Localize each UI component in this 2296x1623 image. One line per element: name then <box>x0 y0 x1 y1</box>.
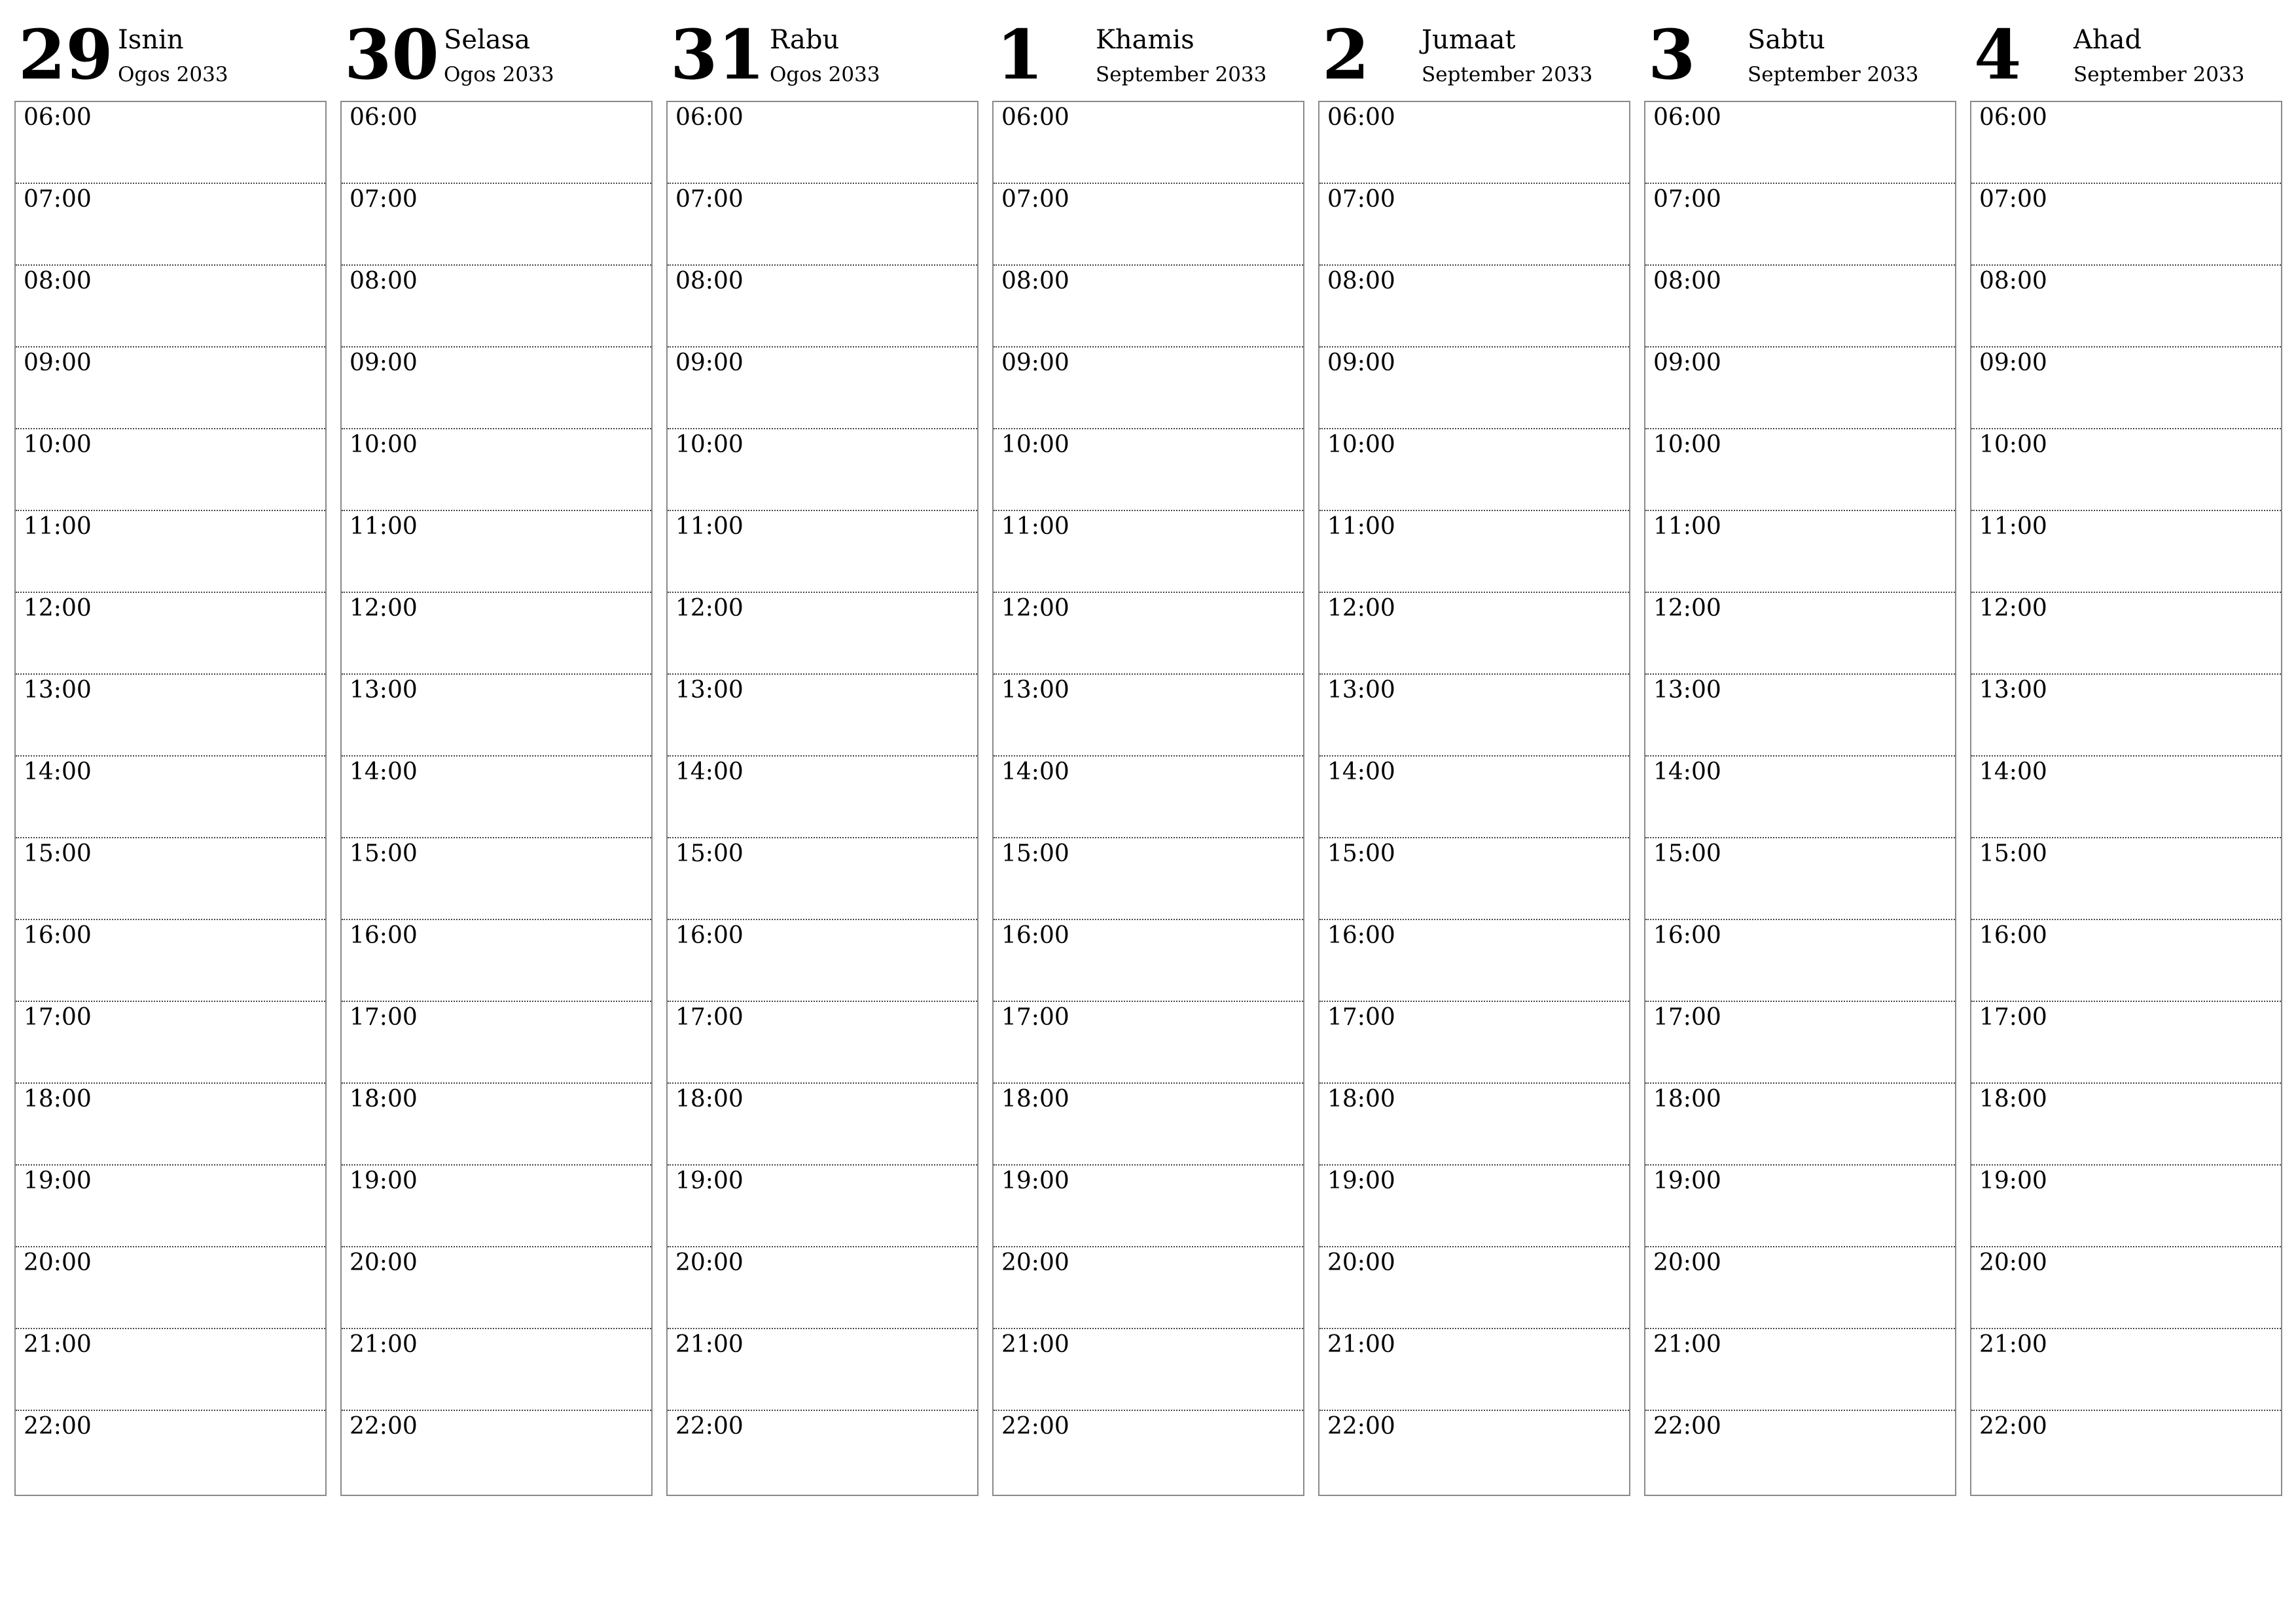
time-slot[interactable] <box>1645 838 1955 920</box>
time-slot-label: 13:00 <box>1327 677 1395 704</box>
time-slot-label: 08:00 <box>1327 268 1395 294</box>
time-slot[interactable] <box>1645 920 1955 1002</box>
weekday-name: Sabtu <box>1748 25 1825 55</box>
time-slot[interactable] <box>1319 593 1629 675</box>
day-column <box>1318 0 1630 1499</box>
time-slot[interactable] <box>668 1002 977 1084</box>
time-slot[interactable] <box>994 1247 1303 1329</box>
time-slot[interactable] <box>668 757 977 838</box>
day-number: 3 <box>1648 14 1696 95</box>
time-slot[interactable] <box>1645 348 1955 429</box>
time-slot-label: 07:00 <box>350 186 418 213</box>
time-slot[interactable] <box>994 266 1303 348</box>
day-column <box>340 0 653 1499</box>
time-slot-label: 16:00 <box>1979 922 2047 949</box>
time-slot[interactable] <box>16 184 325 266</box>
time-slot-label: 09:00 <box>1327 349 1395 376</box>
time-slot[interactable] <box>342 838 651 920</box>
time-slot[interactable] <box>1319 838 1629 920</box>
time-slot[interactable] <box>1971 511 2281 593</box>
time-slot-label: 15:00 <box>1327 840 1395 867</box>
time-slot-label: 13:00 <box>1979 677 2047 704</box>
time-slot-label: 21:00 <box>350 1331 418 1358</box>
time-slot[interactable] <box>16 920 325 1002</box>
time-slot[interactable] <box>342 184 651 266</box>
time-slot[interactable] <box>994 1411 1303 1493</box>
weekday-name: Rabu <box>770 25 840 55</box>
time-slot[interactable] <box>1319 920 1629 1002</box>
time-slot-label: 06:00 <box>1979 104 2047 131</box>
time-slot[interactable] <box>994 1084 1303 1166</box>
day-column <box>1970 0 2282 1499</box>
time-slot[interactable] <box>342 675 651 757</box>
time-slot[interactable] <box>16 1247 325 1329</box>
time-slot-label: 21:00 <box>24 1331 92 1358</box>
time-slot-label: 15:00 <box>675 840 744 867</box>
time-slot-label: 21:00 <box>1979 1331 2047 1358</box>
time-slot[interactable] <box>994 675 1303 757</box>
day-column <box>14 0 327 1499</box>
time-slot-label: 16:00 <box>350 922 418 949</box>
time-slot[interactable] <box>16 1002 325 1084</box>
time-slot[interactable] <box>342 1166 651 1247</box>
time-slot-label: 18:00 <box>350 1086 418 1113</box>
time-slot-label: 15:00 <box>350 840 418 867</box>
month-year-label: Ogos 2033 <box>770 63 880 86</box>
time-slot-label: 12:00 <box>675 595 744 622</box>
time-slot-label: 13:00 <box>1001 677 1069 704</box>
time-slot[interactable] <box>1645 1411 1955 1493</box>
time-slot-label: 16:00 <box>24 922 92 949</box>
time-slot[interactable] <box>668 838 977 920</box>
time-slot-label: 09:00 <box>1001 349 1069 376</box>
time-slot[interactable] <box>1645 102 1955 184</box>
time-slot[interactable] <box>668 102 977 184</box>
time-slot-label: 18:00 <box>1001 1086 1069 1113</box>
time-slot[interactable] <box>1645 675 1955 757</box>
day-number: 2 <box>1322 14 1370 95</box>
time-slot-label: 11:00 <box>1001 513 1069 540</box>
time-slot[interactable] <box>994 184 1303 266</box>
time-slot[interactable] <box>1319 348 1629 429</box>
time-slot[interactable] <box>16 1411 325 1493</box>
time-slot[interactable] <box>668 511 977 593</box>
time-slot[interactable] <box>1971 593 2281 675</box>
time-slot-label: 06:00 <box>675 104 744 131</box>
weekday-name: Ahad <box>2073 25 2142 55</box>
day-schedule-box <box>14 101 327 1496</box>
day-schedule-box <box>1644 101 1956 1496</box>
time-slot[interactable] <box>1645 1084 1955 1166</box>
time-slot-label: 18:00 <box>675 1086 744 1113</box>
time-slot[interactable] <box>342 429 651 511</box>
time-slot[interactable] <box>1319 184 1629 266</box>
time-slot-label: 20:00 <box>1327 1249 1395 1276</box>
time-slot-label: 16:00 <box>1327 922 1395 949</box>
time-slot-label: 19:00 <box>350 1168 418 1194</box>
time-slot[interactable] <box>342 266 651 348</box>
time-slot-label: 17:00 <box>1979 1004 2047 1031</box>
time-slot-label: 11:00 <box>1979 513 2047 540</box>
time-slot-label: 14:00 <box>675 758 744 785</box>
time-slot-label: 09:00 <box>350 349 418 376</box>
day-schedule-box <box>1318 101 1630 1496</box>
time-slot[interactable] <box>994 593 1303 675</box>
time-slot-label: 13:00 <box>675 677 744 704</box>
time-slot[interactable] <box>1319 429 1629 511</box>
day-number: 1 <box>996 14 1044 95</box>
time-slot[interactable] <box>1645 511 1955 593</box>
time-slot-label: 20:00 <box>24 1249 92 1276</box>
weekday-name: Isnin <box>118 25 184 55</box>
time-slot-label: 22:00 <box>1653 1413 1721 1440</box>
time-slot-label: 07:00 <box>675 186 744 213</box>
time-slot-label: 08:00 <box>1001 268 1069 294</box>
time-slot[interactable] <box>1645 1002 1955 1084</box>
time-slot[interactable] <box>1319 1247 1629 1329</box>
time-slot-label: 09:00 <box>1979 349 2047 376</box>
time-slot[interactable] <box>16 1329 325 1411</box>
time-slot-label: 21:00 <box>675 1331 744 1358</box>
time-slot[interactable] <box>342 1247 651 1329</box>
time-slot[interactable] <box>1971 266 2281 348</box>
day-schedule-box <box>666 101 978 1496</box>
time-slot-label: 17:00 <box>350 1004 418 1031</box>
time-slot-label: 15:00 <box>1653 840 1721 867</box>
day-header <box>666 0 978 99</box>
time-slot-label: 14:00 <box>350 758 418 785</box>
time-slot-label: 17:00 <box>24 1004 92 1031</box>
time-slot[interactable] <box>994 102 1303 184</box>
time-slot[interactable] <box>1971 1411 2281 1493</box>
time-slot[interactable] <box>16 102 325 184</box>
time-slot-label: 16:00 <box>675 922 744 949</box>
time-slot-label: 06:00 <box>1653 104 1721 131</box>
time-slot[interactable] <box>668 593 977 675</box>
time-slot-label: 16:00 <box>1001 922 1069 949</box>
month-year-label: September 2033 <box>2073 63 2245 86</box>
time-slot-label: 14:00 <box>24 758 92 785</box>
day-column <box>666 0 978 1499</box>
time-slot-label: 10:00 <box>1653 431 1721 458</box>
time-slot-label: 20:00 <box>675 1249 744 1276</box>
time-slot-label: 12:00 <box>1979 595 2047 622</box>
time-slot[interactable] <box>994 1329 1303 1411</box>
time-slot-label: 12:00 <box>1653 595 1721 622</box>
time-slot-label: 06:00 <box>1327 104 1395 131</box>
day-header <box>14 0 327 99</box>
time-slot-label: 15:00 <box>1979 840 2047 867</box>
time-slot[interactable] <box>342 1084 651 1166</box>
time-slot[interactable] <box>342 1411 651 1493</box>
time-slot-label: 08:00 <box>675 268 744 294</box>
time-slot-label: 19:00 <box>1001 1168 1069 1194</box>
day-number: 29 <box>18 14 113 95</box>
time-slot[interactable] <box>994 348 1303 429</box>
time-slot[interactable] <box>994 511 1303 593</box>
time-slot-label: 18:00 <box>1653 1086 1721 1113</box>
time-slot-label: 22:00 <box>1001 1413 1069 1440</box>
time-slot-label: 08:00 <box>24 268 92 294</box>
time-slot-label: 06:00 <box>350 104 418 131</box>
time-slot-label: 14:00 <box>1979 758 2047 785</box>
time-slot-label: 17:00 <box>1653 1004 1721 1031</box>
time-slot[interactable] <box>1971 675 2281 757</box>
day-column <box>992 0 1304 1499</box>
time-slot-label: 22:00 <box>24 1413 92 1440</box>
time-slot[interactable] <box>16 757 325 838</box>
time-slot[interactable] <box>1971 1002 2281 1084</box>
time-slot[interactable] <box>1645 266 1955 348</box>
time-slot[interactable] <box>1645 429 1955 511</box>
time-slot-label: 18:00 <box>1979 1086 2047 1113</box>
time-slot[interactable] <box>1319 1166 1629 1247</box>
time-slot-label: 22:00 <box>675 1413 744 1440</box>
time-slot[interactable] <box>16 593 325 675</box>
time-slot-label: 08:00 <box>1979 268 2047 294</box>
time-slot-label: 22:00 <box>350 1413 418 1440</box>
time-slot[interactable] <box>1645 1329 1955 1411</box>
time-slot[interactable] <box>1319 757 1629 838</box>
time-slot-label: 10:00 <box>350 431 418 458</box>
day-header <box>1318 0 1630 99</box>
day-column <box>1644 0 1956 1499</box>
time-slot[interactable] <box>994 920 1303 1002</box>
time-slot-label: 13:00 <box>1653 677 1721 704</box>
time-slot-label: 06:00 <box>24 104 92 131</box>
time-slot[interactable] <box>1319 266 1629 348</box>
time-slot-label: 22:00 <box>1327 1413 1395 1440</box>
time-slot[interactable] <box>668 1247 977 1329</box>
time-slot-label: 10:00 <box>24 431 92 458</box>
time-slot-label: 19:00 <box>1979 1168 2047 1194</box>
time-slot-label: 12:00 <box>350 595 418 622</box>
day-schedule-box <box>1970 101 2282 1496</box>
time-slot-label: 08:00 <box>350 268 418 294</box>
time-slot[interactable] <box>1971 1166 2281 1247</box>
time-slot[interactable] <box>1971 920 2281 1002</box>
month-year-label: September 2033 <box>1748 63 1919 86</box>
time-slot[interactable] <box>342 102 651 184</box>
time-slot[interactable] <box>668 429 977 511</box>
time-slot-label: 19:00 <box>1327 1168 1395 1194</box>
time-slot-label: 14:00 <box>1327 758 1395 785</box>
time-slot-label: 12:00 <box>1001 595 1069 622</box>
month-year-label: September 2033 <box>1422 63 1593 86</box>
time-slot[interactable] <box>342 511 651 593</box>
time-slot-label: 12:00 <box>24 595 92 622</box>
day-header <box>340 0 653 99</box>
time-slot-label: 14:00 <box>1001 758 1069 785</box>
time-slot-label: 08:00 <box>1653 268 1721 294</box>
time-slot-label: 20:00 <box>1653 1249 1721 1276</box>
day-schedule-box <box>340 101 653 1496</box>
time-slot[interactable] <box>994 1002 1303 1084</box>
time-slot-label: 13:00 <box>350 677 418 704</box>
time-slot-label: 10:00 <box>1001 431 1069 458</box>
time-slot[interactable] <box>342 920 651 1002</box>
day-header <box>1644 0 1956 99</box>
time-slot[interactable] <box>342 1329 651 1411</box>
weekday-name: Khamis <box>1096 25 1194 55</box>
time-slot-label: 21:00 <box>1327 1331 1395 1358</box>
day-header <box>992 0 1304 99</box>
time-slot-label: 11:00 <box>350 513 418 540</box>
time-slot-label: 10:00 <box>1979 431 2047 458</box>
time-slot[interactable] <box>994 429 1303 511</box>
time-slot[interactable] <box>1319 1084 1629 1166</box>
time-slot-label: 09:00 <box>1653 349 1721 376</box>
time-slot[interactable] <box>668 1329 977 1411</box>
time-slot[interactable] <box>994 838 1303 920</box>
time-slot-label: 07:00 <box>24 186 92 213</box>
time-slot-label: 17:00 <box>1327 1004 1395 1031</box>
time-slot-label: 07:00 <box>1979 186 2047 213</box>
time-slot-label: 18:00 <box>24 1086 92 1113</box>
time-slot[interactable] <box>16 348 325 429</box>
time-slot-label: 19:00 <box>1653 1168 1721 1194</box>
time-slot-label: 09:00 <box>675 349 744 376</box>
time-slot[interactable] <box>994 757 1303 838</box>
month-year-label: September 2033 <box>1096 63 1267 86</box>
time-slot-label: 11:00 <box>1653 513 1721 540</box>
time-slot[interactable] <box>668 184 977 266</box>
time-slot-label: 15:00 <box>1001 840 1069 867</box>
time-slot-label: 07:00 <box>1327 186 1395 213</box>
month-year-label: Ogos 2033 <box>444 63 554 86</box>
time-slot-label: 17:00 <box>675 1004 744 1031</box>
time-slot-label: 06:00 <box>1001 104 1069 131</box>
weekday-name: Jumaat <box>1422 25 1516 55</box>
time-slot-label: 15:00 <box>24 840 92 867</box>
time-slot[interactable] <box>1319 102 1629 184</box>
time-slot[interactable] <box>16 1084 325 1166</box>
time-slot[interactable] <box>1645 757 1955 838</box>
time-slot-label: 07:00 <box>1653 186 1721 213</box>
time-slot-label: 11:00 <box>24 513 92 540</box>
time-slot[interactable] <box>342 593 651 675</box>
time-slot-label: 07:00 <box>1001 186 1069 213</box>
time-slot[interactable] <box>1645 1166 1955 1247</box>
day-number: 4 <box>1974 14 2022 95</box>
time-slot[interactable] <box>16 429 325 511</box>
day-number: 31 <box>670 14 765 95</box>
time-slot[interactable] <box>1971 757 2281 838</box>
time-slot[interactable] <box>1645 1247 1955 1329</box>
time-slot[interactable] <box>668 1411 977 1493</box>
time-slot-label: 10:00 <box>675 431 744 458</box>
time-slot[interactable] <box>1971 1084 2281 1166</box>
day-header <box>1970 0 2282 99</box>
time-slot-label: 09:00 <box>24 349 92 376</box>
time-slot[interactable] <box>342 348 651 429</box>
time-slot-label: 20:00 <box>1001 1249 1069 1276</box>
weekly-planner <box>14 0 2287 1505</box>
time-slot-label: 22:00 <box>1979 1413 2047 1440</box>
time-slot[interactable] <box>1971 102 2281 184</box>
time-slot[interactable] <box>1645 593 1955 675</box>
time-slot-label: 13:00 <box>24 677 92 704</box>
day-number: 30 <box>344 14 439 95</box>
month-year-label: Ogos 2033 <box>118 63 228 86</box>
time-slot[interactable] <box>16 1166 325 1247</box>
time-slot[interactable] <box>1319 511 1629 593</box>
time-slot[interactable] <box>1319 1411 1629 1493</box>
time-slot-label: 17:00 <box>1001 1004 1069 1031</box>
time-slot[interactable] <box>668 1166 977 1247</box>
time-slot[interactable] <box>668 920 977 1002</box>
time-slot-label: 19:00 <box>24 1168 92 1194</box>
time-slot-label: 16:00 <box>1653 922 1721 949</box>
time-slot[interactable] <box>16 511 325 593</box>
time-slot-label: 21:00 <box>1001 1331 1069 1358</box>
time-slot[interactable] <box>668 266 977 348</box>
time-slot-label: 19:00 <box>675 1168 744 1194</box>
time-slot-label: 20:00 <box>350 1249 418 1276</box>
time-slot-label: 11:00 <box>1327 513 1395 540</box>
time-slot[interactable] <box>1971 838 2281 920</box>
time-slot-label: 20:00 <box>1979 1249 2047 1276</box>
time-slot[interactable] <box>1971 429 2281 511</box>
time-slot[interactable] <box>1319 1002 1629 1084</box>
day-schedule-box <box>992 101 1304 1496</box>
time-slot[interactable] <box>668 675 977 757</box>
time-slot-label: 21:00 <box>1653 1331 1721 1358</box>
time-slot-label: 14:00 <box>1653 758 1721 785</box>
time-slot[interactable] <box>994 1166 1303 1247</box>
time-slot[interactable] <box>1319 675 1629 757</box>
time-slot[interactable] <box>668 348 977 429</box>
time-slot-label: 18:00 <box>1327 1086 1395 1113</box>
weekday-name: Selasa <box>444 25 531 55</box>
time-slot[interactable] <box>16 838 325 920</box>
time-slot-label: 12:00 <box>1327 595 1395 622</box>
time-slot[interactable] <box>1319 1329 1629 1411</box>
time-slot-label: 11:00 <box>675 513 744 540</box>
time-slot[interactable] <box>1971 184 2281 266</box>
time-slot[interactable] <box>1971 1247 2281 1329</box>
time-slot[interactable] <box>1971 348 2281 429</box>
time-slot[interactable] <box>16 266 325 348</box>
time-slot[interactable] <box>1645 184 1955 266</box>
time-slot-label: 10:00 <box>1327 431 1395 458</box>
time-slot[interactable] <box>1971 1329 2281 1411</box>
time-slot[interactable] <box>342 757 651 838</box>
time-slot[interactable] <box>342 1002 651 1084</box>
time-slot[interactable] <box>16 675 325 757</box>
time-slot[interactable] <box>668 1084 977 1166</box>
